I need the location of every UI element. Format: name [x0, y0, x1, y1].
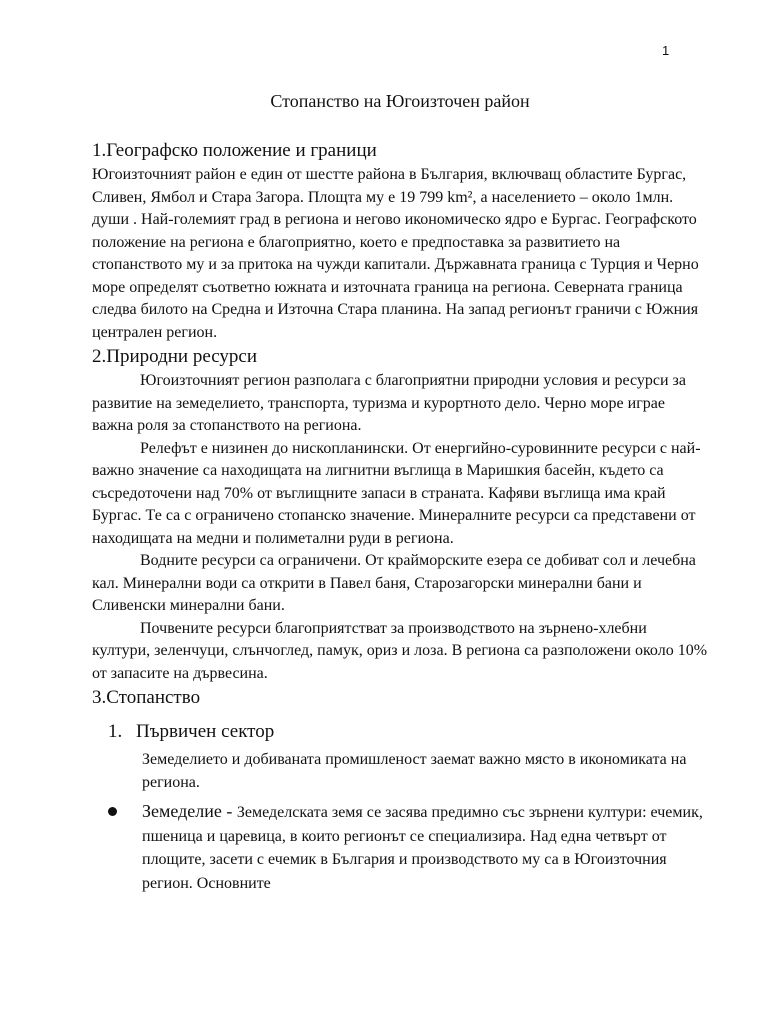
primary-sector-paragraph: Земеделието и добиваната промишленост заемат важно място в икономиката на региона.: [142, 751, 687, 791]
bullet-term-agriculture: Земеделие -: [142, 801, 237, 821]
resources-paragraph-1: Югоизточният регион разполага с благоприятни природни условия и ресурси за развитие на земеделието, транспорта, туризма и курортното дело. Черно море играе важна роля за стопанството на региона.: [92, 372, 686, 434]
document-body: [92, 88, 708, 895]
primary-sector-heading: [92, 719, 708, 745]
document-title: Стопанство на Югоизточен район: [270, 91, 530, 111]
geography-paragraph: Югоизточният район е един от шестте района в България, включващ областите Бургас, Сливен, Ямбол и Стара Загора. Площта му е 19 799 km², а населението – около 1млн. души . Най-големият град в региона и негово икономическо ядро е Бургас. Географското положение на региона е благоприятно, което е предпоставка за развитието на стопанството му и за притока на чужди капитали. Държавната граница с Турция и Черно море определят съответно южната и източната граница на региона. Северната граница следва билото на Средна и Източна Стара планина. На запад регионът граничи с Южния централен регион.: [92, 166, 699, 341]
section-heading-economy: 3.Стопанство: [92, 687, 201, 708]
section-heading-resources: 2.Природни ресурси: [92, 346, 258, 367]
bullet-text-agriculture: Земеделската земя се засява предимно със зърнени култури: ечемик, пшеница и царевица, в които регионът се специализира. Над една четвърт от площите, засети с ечемик в България и производството му са в Югоизточния регион. Основните: [142, 804, 703, 892]
resources-paragraph-3: Водните ресурси са ограничени. От крайморските езера се добиват сол и лечебна кал. Минерални води са открити в Павел баня, Старозагорски минерални бани и Сливенски минерални бани.: [92, 552, 696, 614]
bullet-dot-icon: [108, 807, 117, 816]
resources-paragraph-2: Релефът е низинен до нископланински. От енергийно-суровинните ресурси с най-важно значение са находищата на лигнитни въглища в Маришкия басейн, където са съсредоточени над 70% от въглищните запаси в страната. Кафяви въглища има край Бургас. Те са с ограничено стопанско значение. Минералните ресурси са представени от находищата на медни и полиметални руди в региона.: [92, 439, 701, 547]
primary-sector-number: 1.: [108, 721, 123, 742]
resources-paragraph-4: Почвените ресурси благоприятстват за производството на зърнено-хлебни култури, зеленчуци, слънчоглед, памук, ориз и лоза. В региона са разположени около 10% от запасите на дървесина.: [92, 619, 708, 682]
section-heading-geography: 1.Географско положение и граници: [92, 140, 377, 161]
bullet-item-agriculture: [142, 800, 708, 895]
primary-sector-label: Първичен сектор: [136, 721, 275, 742]
page-number: 1: [662, 43, 670, 58]
